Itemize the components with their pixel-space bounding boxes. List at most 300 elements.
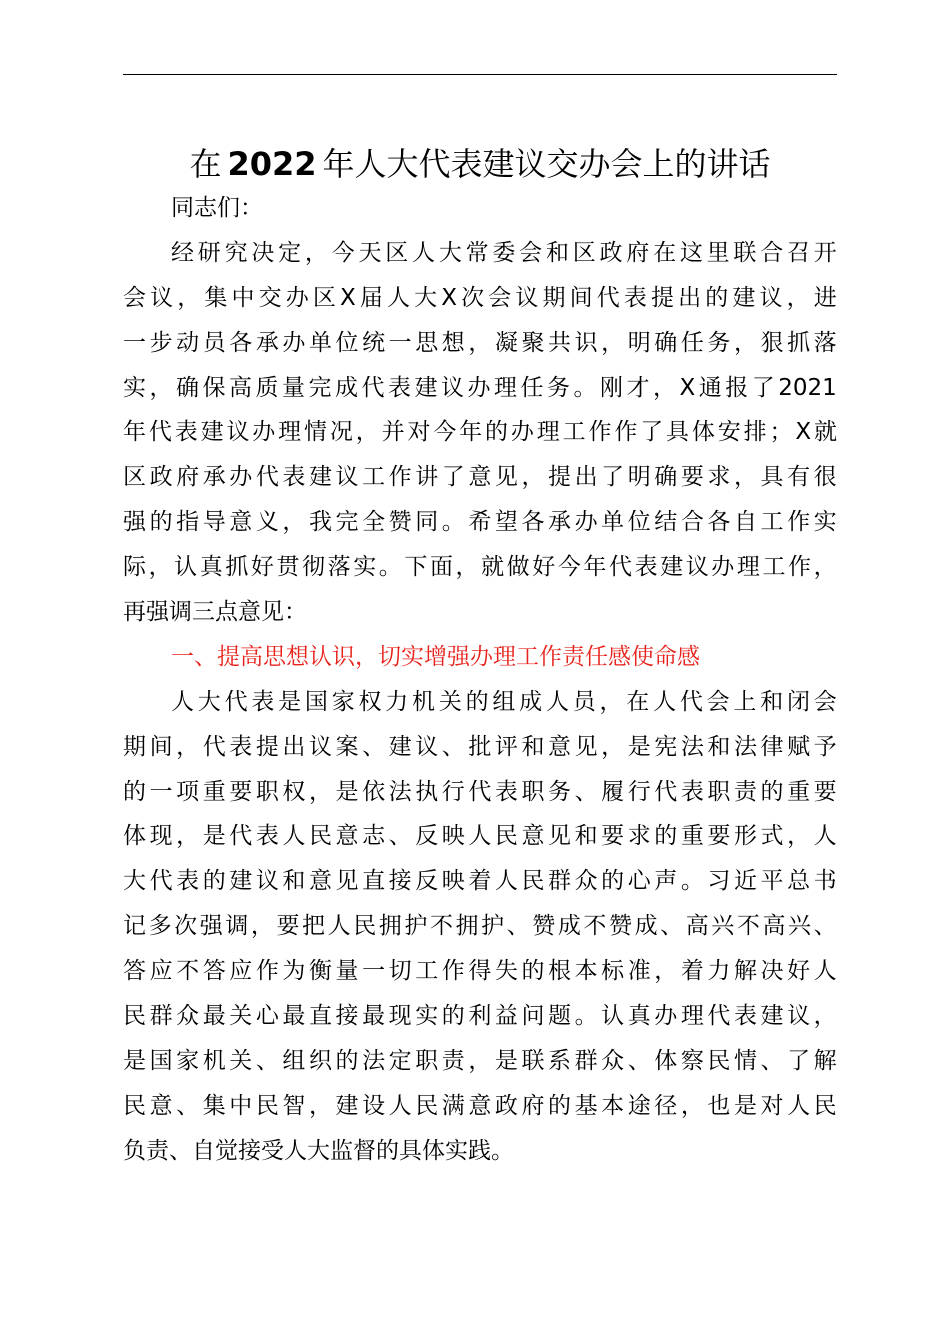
- paragraph-line: [123, 321, 837, 366]
- glyph: 、: [388, 823, 412, 850]
- glyph: 报: [725, 374, 749, 401]
- glyph: 群: [548, 868, 571, 895]
- glyph: X: [441, 284, 458, 311]
- glyph: 不: [176, 958, 200, 985]
- glyph: 代: [224, 688, 248, 715]
- glyph: 力: [385, 688, 409, 715]
- glyph: 真: [627, 1003, 651, 1030]
- paragraph-line: [123, 231, 837, 276]
- glyph: 和: [282, 868, 306, 895]
- glyph: ，: [601, 329, 625, 356]
- glyph: 导: [202, 509, 226, 536]
- paragraph-line: [123, 455, 837, 500]
- glyph: 表: [388, 374, 411, 401]
- glyph: 作: [441, 958, 465, 985]
- glyph: 认: [601, 1003, 625, 1030]
- glyph: 表: [174, 419, 198, 446]
- glyph: 问: [521, 1003, 545, 1030]
- glyph: 答: [202, 958, 226, 985]
- glyph: 家: [176, 1047, 200, 1074]
- glyph: 调: [225, 913, 249, 940]
- glyph: 工: [762, 554, 786, 581]
- glyph: 设: [362, 1092, 386, 1119]
- glyph: ，: [468, 329, 492, 356]
- glyph: 代: [361, 374, 385, 401]
- glyph: 是: [202, 823, 226, 850]
- glyph: 项: [176, 778, 200, 805]
- glyph: ，: [813, 1003, 837, 1030]
- glyph: 实: [123, 374, 146, 401]
- glyph: 见: [335, 868, 359, 895]
- glyph: 现: [388, 1003, 412, 1030]
- glyph: 代: [679, 688, 703, 715]
- glyph: 一: [149, 778, 173, 805]
- glyph: 表: [251, 688, 275, 715]
- glyph: 体: [691, 419, 715, 446]
- glyph: 代: [148, 419, 172, 446]
- glyph: 表: [494, 778, 518, 805]
- glyph: 意: [335, 823, 359, 850]
- top-rule: [123, 74, 837, 75]
- glyph: 高: [762, 913, 786, 940]
- glyph: 。: [573, 374, 597, 401]
- glyph: 法: [680, 733, 704, 760]
- glyph: 单: [601, 509, 625, 536]
- glyph: 议: [308, 733, 332, 760]
- glyph: 兴: [711, 913, 735, 940]
- glyph: 失: [494, 958, 518, 985]
- glyph: 察: [680, 1047, 704, 1074]
- glyph: 意: [238, 599, 261, 626]
- paragraph-line: [123, 1084, 837, 1129]
- glyph: 的: [760, 778, 784, 805]
- glyph: 。: [491, 1137, 514, 1164]
- glyph: 答: [123, 958, 146, 985]
- glyph: 上: [733, 688, 757, 715]
- glyph: 是: [733, 1092, 757, 1119]
- glyph: 理: [680, 1003, 704, 1030]
- glyph: 办: [229, 464, 253, 491]
- glyph: 拥: [378, 913, 402, 940]
- glyph: 接: [388, 868, 412, 895]
- glyph: 、: [760, 1047, 784, 1074]
- glyph: 人: [494, 868, 518, 895]
- glyph: 表: [680, 778, 704, 805]
- glyph: 作: [255, 958, 279, 985]
- glyph: 、: [176, 1092, 200, 1119]
- glyph: 的: [521, 958, 545, 985]
- glyph: 议: [685, 554, 709, 581]
- paragraph-line: [123, 276, 837, 321]
- glyph: 民: [521, 868, 545, 895]
- glyph: ，: [521, 464, 545, 491]
- glyph: 民: [494, 823, 518, 850]
- glyph: 府: [521, 1092, 545, 1119]
- glyph: 民: [415, 1092, 439, 1119]
- glyph: 最: [282, 1003, 306, 1030]
- glyph: 多: [148, 913, 172, 940]
- glyph: 的: [485, 419, 509, 446]
- paragraph-line: [123, 770, 837, 815]
- glyph: 强: [146, 599, 169, 626]
- glyph: 凝: [494, 329, 518, 356]
- glyph: 行: [627, 778, 651, 805]
- paragraph-line: [123, 904, 837, 949]
- glyph: 好: [787, 958, 811, 985]
- glyph: 全: [362, 509, 386, 536]
- glyph: 责: [146, 1137, 169, 1164]
- glyph: 好: [250, 554, 274, 581]
- glyph: 要: [601, 823, 625, 850]
- glyph: 求: [627, 823, 651, 850]
- glyph: ，: [786, 284, 810, 311]
- glyph: 识: [574, 329, 598, 356]
- glyph: 意: [308, 868, 332, 895]
- glyph: ，: [599, 688, 623, 715]
- glyph: 聚: [521, 329, 545, 356]
- glyph: 中: [229, 1092, 253, 1119]
- glyph: 众: [574, 868, 598, 895]
- glyph: 最: [202, 1003, 226, 1030]
- glyph: 的: [465, 688, 489, 715]
- glyph: ，: [787, 823, 811, 850]
- section-heading-text: 一、提高思想认识，切实增强办理工作责任感使命感: [171, 643, 700, 670]
- title-year: 2022: [227, 145, 317, 183]
- glyph: 着: [680, 958, 704, 985]
- glyph: 经: [171, 239, 194, 266]
- paragraph-line: [123, 949, 837, 994]
- glyph: 明: [627, 464, 651, 491]
- title-suffix: 年人大代表建议交办会上的讲话: [322, 145, 771, 183]
- glyph: 代: [596, 284, 620, 311]
- glyph: 受: [261, 1137, 284, 1164]
- glyph: 决: [251, 239, 275, 266]
- glyph: 了: [441, 464, 465, 491]
- glyph: ，: [733, 464, 757, 491]
- glyph: 、: [255, 1047, 279, 1074]
- section-heading-1: [123, 635, 837, 680]
- glyph: 员: [572, 688, 596, 715]
- paragraph-line: [123, 366, 837, 411]
- glyph: 会: [488, 284, 512, 311]
- glyph: 职: [415, 1047, 439, 1074]
- glyph: 同: [415, 509, 439, 536]
- glyph: 就: [481, 554, 505, 581]
- glyph: 建: [760, 1003, 784, 1030]
- glyph: 自: [733, 509, 757, 536]
- glyph: 赞: [388, 509, 412, 536]
- glyph: 期: [542, 284, 566, 311]
- glyph: 进: [813, 284, 837, 311]
- glyph: 间: [569, 284, 593, 311]
- glyph: 权: [358, 688, 382, 715]
- glyph: 了: [787, 1047, 811, 1074]
- glyph: ，: [680, 1092, 704, 1119]
- glyph: 习: [707, 868, 731, 895]
- glyph: ，: [813, 554, 837, 581]
- glyph: 赞: [608, 913, 632, 940]
- glyph: 案: [335, 733, 359, 760]
- glyph: 力: [707, 958, 731, 985]
- glyph: 开: [813, 239, 837, 266]
- glyph: 应: [229, 958, 253, 985]
- glyph: 接: [238, 1137, 261, 1164]
- glyph: ，: [455, 554, 479, 581]
- glyph: 区: [572, 239, 596, 266]
- glyph: 群: [149, 1003, 173, 1030]
- glyph: 办: [711, 554, 735, 581]
- glyph: 下: [404, 554, 428, 581]
- glyph: 志: [362, 823, 386, 850]
- glyph: 究: [224, 239, 248, 266]
- glyph: 形: [733, 823, 757, 850]
- glyph: 各: [229, 329, 253, 356]
- glyph: 心: [255, 1003, 279, 1030]
- glyph: 一: [388, 329, 412, 356]
- glyph: 职: [255, 778, 279, 805]
- glyph: ，: [148, 554, 172, 581]
- glyph: 具: [760, 464, 784, 491]
- glyph: 大: [414, 284, 438, 311]
- glyph: 、: [627, 1047, 651, 1074]
- glyph: 务: [707, 329, 731, 356]
- glyph: 不: [736, 913, 760, 940]
- glyph: 反: [415, 868, 439, 895]
- glyph: 众: [601, 1047, 625, 1074]
- glyph: 会: [706, 688, 730, 715]
- glyph: 体: [422, 1137, 445, 1164]
- glyph: 很: [813, 464, 837, 491]
- glyph: 基: [574, 1092, 598, 1119]
- glyph: 的: [548, 1092, 571, 1119]
- glyph: 成: [335, 374, 358, 401]
- glyph: 、: [506, 913, 530, 940]
- title-prefix: 在: [189, 145, 222, 183]
- glyph: 出: [574, 464, 598, 491]
- glyph: 做: [506, 554, 530, 581]
- glyph: 切: [388, 958, 412, 985]
- glyph: 步: [149, 329, 173, 356]
- glyph: 利: [468, 1003, 492, 1030]
- glyph: 年: [583, 554, 607, 581]
- glyph: 的: [441, 1003, 465, 1030]
- glyph: 的: [149, 509, 173, 536]
- glyph: 、: [441, 733, 465, 760]
- glyph: 作: [588, 419, 612, 446]
- glyph: 理: [736, 554, 760, 581]
- glyph: 护: [404, 913, 428, 940]
- glyph: 质: [255, 374, 279, 401]
- glyph: 定: [278, 239, 302, 266]
- glyph: 、: [574, 778, 598, 805]
- glyph: 意: [229, 509, 253, 536]
- glyph: 、: [362, 733, 386, 760]
- glyph: 抓: [225, 554, 249, 581]
- glyph: 监: [330, 1137, 353, 1164]
- glyph: 不: [429, 913, 453, 940]
- glyph: 评: [494, 733, 518, 760]
- glyph: 解: [733, 958, 757, 985]
- glyph: 见: [548, 823, 571, 850]
- glyph: 体: [123, 823, 146, 850]
- glyph: ，: [355, 419, 379, 446]
- glyph: 系: [548, 1047, 571, 1074]
- glyph: 再: [123, 599, 146, 626]
- glyph: 和: [707, 733, 731, 760]
- glyph: 人: [282, 823, 306, 850]
- glyph: 实: [813, 509, 837, 536]
- glyph: 今: [557, 554, 581, 581]
- glyph: 映: [441, 823, 465, 850]
- glyph: 、: [660, 913, 684, 940]
- paragraph-line: [123, 590, 837, 635]
- glyph: 民: [353, 913, 377, 940]
- glyph: 得: [468, 958, 492, 985]
- glyph: 解: [813, 1047, 837, 1074]
- glyph: 的: [654, 823, 678, 850]
- glyph: ，: [653, 374, 676, 401]
- glyph: 次: [461, 284, 485, 311]
- glyph: 通: [698, 374, 722, 401]
- glyph: 认: [174, 554, 198, 581]
- glyph: 议: [759, 284, 783, 311]
- glyph: 建: [414, 374, 438, 401]
- glyph: 完: [335, 509, 359, 536]
- glyph: 务: [547, 374, 570, 401]
- glyph: 国: [304, 688, 328, 715]
- glyph: 是: [335, 778, 359, 805]
- glyph: 区: [312, 284, 336, 311]
- paragraph-line: [123, 680, 837, 725]
- glyph: 合: [760, 239, 784, 266]
- glyph: 责: [733, 778, 757, 805]
- glyph: 联: [733, 239, 757, 266]
- glyph: 权: [282, 778, 306, 805]
- glyph: ，: [304, 239, 328, 266]
- glyph: 民: [123, 1003, 146, 1030]
- glyph: 觉: [215, 1137, 238, 1164]
- glyph: 召: [786, 239, 810, 266]
- glyph: 表: [255, 823, 279, 850]
- glyph: 研: [197, 239, 221, 266]
- glyph: 职: [707, 778, 731, 805]
- glyph: 际: [123, 554, 146, 581]
- glyph: 式: [760, 823, 784, 850]
- glyph: 直: [362, 868, 386, 895]
- glyph: 就: [813, 419, 837, 446]
- glyph: X: [679, 374, 696, 401]
- glyph: 关: [229, 1047, 253, 1074]
- glyph: 要: [276, 913, 300, 940]
- glyph: 大: [197, 688, 221, 715]
- paragraph-2: [123, 680, 837, 1174]
- glyph: 民: [707, 1047, 731, 1074]
- glyph: 议: [150, 284, 174, 311]
- document-body: [123, 186, 837, 1174]
- glyph: 。: [574, 1003, 598, 1030]
- glyph: 人: [468, 823, 492, 850]
- glyph: 最: [362, 1003, 386, 1030]
- glyph: 组: [492, 688, 516, 715]
- glyph: 议: [441, 374, 464, 401]
- glyph: 各: [707, 509, 731, 536]
- glyph: 人: [813, 823, 837, 850]
- glyph: 排: [743, 419, 767, 446]
- glyph: 表: [733, 1003, 757, 1030]
- glyph: 会: [123, 284, 146, 311]
- glyph: 情: [733, 1047, 757, 1074]
- glyph: 强: [123, 509, 146, 536]
- glyph: 年: [123, 419, 146, 446]
- glyph: 工: [562, 419, 586, 446]
- glyph: 真: [199, 554, 223, 581]
- glyph: 建: [308, 464, 332, 491]
- glyph: 在: [653, 239, 677, 266]
- glyph: 表: [282, 464, 306, 491]
- paragraph-line: [123, 814, 837, 859]
- glyph: 意: [548, 733, 571, 760]
- glyph: 人: [545, 688, 569, 715]
- glyph: 众: [176, 1003, 200, 1030]
- glyph: 现: [149, 823, 173, 850]
- glyph: 人: [327, 913, 351, 940]
- glyph: 智: [282, 1092, 306, 1119]
- paragraph-line: [123, 500, 837, 545]
- glyph: 护: [481, 913, 505, 940]
- glyph: 的: [123, 778, 146, 805]
- glyph: 自: [192, 1137, 215, 1164]
- glyph: 成: [634, 913, 658, 940]
- greeting: [123, 186, 837, 231]
- glyph: 机: [202, 1047, 226, 1074]
- glyph: 联: [521, 1047, 545, 1074]
- glyph: 位: [627, 509, 651, 536]
- glyph: 量: [335, 958, 359, 985]
- greeting-text: 同志们：: [171, 195, 263, 221]
- glyph: 理: [278, 419, 302, 446]
- glyph: 情: [304, 419, 328, 446]
- glyph: 中: [231, 284, 255, 311]
- glyph: 会: [519, 239, 543, 266]
- glyph: 定: [388, 1047, 412, 1074]
- glyph: 结: [654, 509, 678, 536]
- glyph: 提: [255, 733, 279, 760]
- glyph: 议: [787, 1003, 811, 1030]
- glyph: 映: [441, 868, 465, 895]
- glyph: 代: [707, 1003, 731, 1030]
- glyph: 和: [521, 733, 545, 760]
- glyph: 才: [626, 374, 650, 401]
- glyph: 督: [353, 1137, 376, 1164]
- glyph: 。: [441, 509, 465, 536]
- glyph: 保: [202, 374, 226, 401]
- document-title: [123, 140, 837, 188]
- glyph: 民: [255, 1092, 279, 1119]
- glyph: 记: [123, 913, 146, 940]
- glyph: 是: [494, 1047, 518, 1074]
- glyph: 群: [574, 1047, 598, 1074]
- glyph: 代: [202, 733, 226, 760]
- glyph: 民: [813, 1092, 837, 1119]
- glyph: 建: [229, 868, 253, 895]
- glyph: 家: [331, 688, 355, 715]
- glyph: 区: [123, 464, 146, 491]
- glyph: 标: [601, 958, 625, 985]
- glyph: ；: [769, 419, 793, 446]
- paragraph-1: [123, 231, 837, 635]
- paragraph-line: [123, 1039, 837, 1084]
- glyph: 望: [494, 509, 518, 536]
